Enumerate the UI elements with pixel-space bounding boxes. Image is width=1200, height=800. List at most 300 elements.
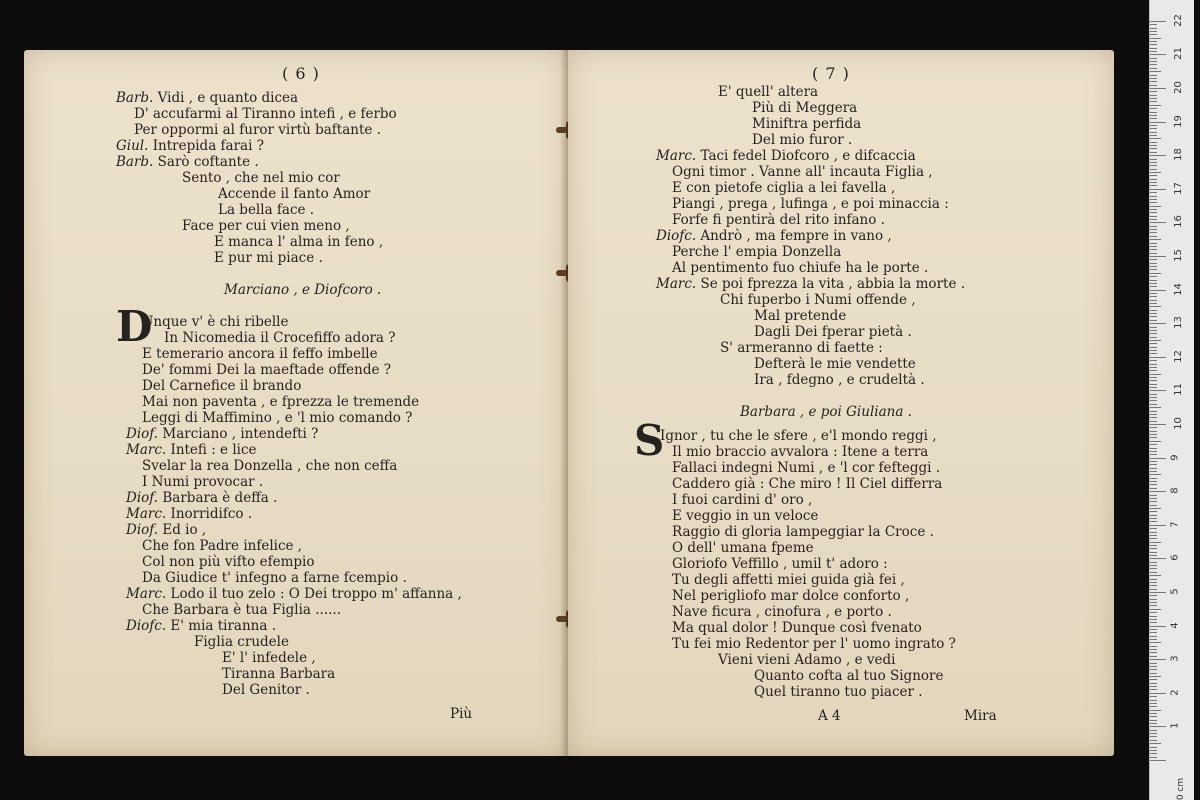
ruler-tick [1150, 122, 1166, 123]
ruler-number: 13 [1172, 316, 1184, 330]
ruler-tick [1150, 424, 1166, 425]
ruler-tick [1150, 370, 1157, 371]
verse-line [672, 460, 940, 476]
verse-text: Ira , fdegno , e crudeltà . [754, 372, 925, 388]
ruler-tick [1150, 706, 1157, 707]
verse-text: E manca l' alma in feno , [214, 234, 384, 250]
verse-line [218, 202, 314, 218]
verse-line [116, 154, 259, 170]
ruler-tick [1150, 347, 1157, 348]
ruler-tick [1150, 421, 1157, 422]
ruler-tick [1150, 542, 1161, 543]
verse-text: La bella face . [218, 202, 315, 218]
speaker-label: Diof. [126, 426, 159, 442]
ruler-tick [1150, 380, 1157, 381]
ruler-tick [1150, 266, 1157, 267]
speaker-label: Diof. [126, 490, 159, 506]
drop-cap: S [634, 416, 665, 465]
verse-line [214, 234, 383, 250]
ruler-tick [1150, 202, 1157, 203]
verse-text: D' accufarmi al Tiranno intefi , e ferbo [134, 106, 397, 122]
ruler-tick [1150, 71, 1161, 72]
ruler-tick [1150, 521, 1157, 522]
ruler-tick [1150, 390, 1166, 391]
ruler-tick [1150, 148, 1157, 149]
verse-text: Del Carnefice il brando [142, 378, 302, 394]
ruler-number: 18 [1172, 148, 1184, 162]
verse-text: Del Genitor . [222, 682, 310, 698]
ruler-tick [1150, 232, 1157, 233]
verse-line [660, 428, 937, 444]
verse-text: S' armeranno di faette : [720, 340, 883, 356]
ruler-tick [1150, 431, 1157, 432]
verse-line [752, 132, 852, 148]
verse-line [194, 634, 289, 650]
verse-line [754, 308, 846, 324]
ruler-tick [1150, 454, 1157, 455]
ruler-tick [1150, 579, 1157, 580]
verse-line [754, 324, 912, 340]
verse-line [672, 244, 841, 260]
ruler-tick [1150, 679, 1157, 680]
ruler-tick [1150, 505, 1157, 506]
ruler-number: 17 [1172, 181, 1184, 195]
ruler-unit: 0 cm [1176, 777, 1187, 800]
ruler-number: 11 [1172, 383, 1184, 397]
ruler-tick [1150, 216, 1157, 217]
ruler-tick [1150, 659, 1166, 660]
ruler-tick [1150, 209, 1157, 210]
ruler-tick [1150, 206, 1161, 207]
ruler-tick [1150, 444, 1157, 445]
verse-text: Che Barbara è tua Figlia ...... [142, 602, 341, 618]
ruler-tick [1150, 629, 1157, 630]
ruler-tick [1150, 669, 1157, 670]
ruler-tick [1150, 713, 1157, 714]
verse-line [142, 346, 378, 362]
ruler-tick [1150, 558, 1166, 559]
verse-line [126, 506, 252, 522]
verse-text: I fuoi cardini d' oro , [672, 492, 813, 508]
verse-line [656, 228, 892, 244]
verse-text: E pur mi piace . [214, 250, 323, 266]
ruler-number: 8 [1169, 487, 1181, 494]
ruler-tick [1150, 726, 1166, 727]
ruler-tick [1150, 609, 1161, 610]
ruler-tick [1150, 320, 1157, 321]
ruler-tick [1150, 703, 1157, 704]
ruler-tick [1150, 696, 1157, 697]
verse-line [754, 372, 925, 388]
ruler-number: 20 [1172, 81, 1184, 94]
verse-line [672, 556, 888, 572]
verse-line [142, 538, 302, 554]
ruler-number: 5 [1169, 588, 1181, 595]
verse-line [142, 378, 301, 394]
ruler-tick [1150, 612, 1157, 613]
verse-line [754, 684, 923, 700]
ruler-tick [1150, 323, 1166, 324]
speaker-label: Diofc. [656, 228, 697, 244]
ruler-tick [1150, 448, 1157, 449]
ruler-tick [1150, 686, 1157, 687]
verse-line [126, 490, 277, 506]
ruler-number: 3 [1169, 655, 1181, 662]
ruler-tick [1150, 182, 1157, 183]
ruler-tick [1150, 673, 1157, 674]
ruler-tick [1150, 528, 1157, 529]
ruler-tick [1150, 562, 1157, 563]
ruler-tick [1150, 619, 1157, 620]
verse-line [142, 314, 289, 330]
ruler-tick [1150, 293, 1157, 294]
verse-line [164, 330, 395, 346]
ruler-tick [1150, 95, 1157, 96]
ruler-tick [1150, 175, 1157, 176]
ruler-tick [1150, 132, 1157, 133]
verse-text: E' l' infedele , [222, 650, 316, 666]
ruler-tick [1150, 427, 1157, 428]
ruler-tick [1150, 179, 1157, 180]
verse-line [218, 186, 370, 202]
ruler-tick [1150, 229, 1157, 230]
ruler-tick [1150, 306, 1161, 307]
ruler-tick [1150, 508, 1161, 509]
ruler-tick [1150, 518, 1157, 519]
verse-text: Da Giudice t' infegno a farne fcempio . [142, 570, 407, 586]
verse-text: Sento , che nel mio cor [182, 170, 340, 186]
ruler-tick [1150, 333, 1157, 334]
ruler-tick [1150, 316, 1157, 317]
ruler-tick [1150, 41, 1157, 42]
ruler-tick [1150, 128, 1157, 129]
verse-text: Barbara è deffa . [162, 490, 278, 506]
ruler-tick [1150, 249, 1157, 250]
verse-line [720, 292, 916, 308]
verse-text: Andrò , ma fempre in vano , [700, 228, 892, 244]
ruler-tick [1150, 283, 1157, 284]
ruler-tick [1150, 666, 1157, 667]
measuring-ruler [1149, 0, 1194, 800]
verse-text: Nave ficura , cinofura , e porto . [672, 604, 892, 620]
ruler-number: 14 [1172, 282, 1184, 296]
verse-text: Intrepida farai ? [152, 138, 264, 154]
ruler-tick [1150, 700, 1157, 701]
speaker-label: Marc. [656, 276, 697, 292]
verse-line [752, 100, 857, 116]
verse-text: Perche l' empia Donzella [672, 244, 842, 260]
ruler-tick [1150, 165, 1157, 166]
ruler-tick [1150, 397, 1157, 398]
ruler-tick [1150, 535, 1157, 536]
ruler-tick [1150, 222, 1166, 223]
ruler-tick [1150, 330, 1157, 331]
ruler-tick [1150, 404, 1157, 405]
verse-line [126, 618, 276, 634]
verse-text: Tu degli affetti miei guida già fei , [672, 572, 905, 588]
ruler-tick [1150, 357, 1166, 358]
ruler-tick [1150, 256, 1166, 257]
ruler-tick [1150, 51, 1157, 52]
verse-line [142, 554, 314, 570]
ruler-tick [1150, 572, 1157, 573]
ruler-tick [1150, 88, 1166, 89]
ruler-tick [1150, 575, 1161, 576]
ruler-tick [1150, 219, 1157, 220]
ruler-tick [1150, 394, 1157, 395]
verse-line [222, 650, 316, 666]
ruler-tick [1150, 757, 1157, 758]
ruler-tick [1150, 441, 1161, 442]
verse-line [142, 602, 341, 618]
ruler-tick [1150, 169, 1157, 170]
verse-text: Face per cui vien meno , [182, 218, 350, 234]
verse-line [718, 652, 895, 668]
verse-text: Ed io , [162, 522, 207, 538]
ruler-number: 1 [1169, 722, 1181, 730]
ruler-tick [1150, 602, 1157, 603]
verse-text: Fallaci indegni Numi , e 'l cor fefteggi . [672, 460, 941, 476]
verse-line [116, 90, 298, 106]
ruler-tick [1150, 676, 1161, 677]
ruler-tick [1150, 236, 1157, 237]
ruler-tick [1150, 622, 1157, 623]
verse-line [672, 164, 933, 180]
speaker-label: Marc. [126, 506, 167, 522]
ruler-tick [1150, 582, 1157, 583]
ruler-tick [1150, 276, 1157, 277]
ruler-number: 12 [1172, 349, 1184, 363]
ruler-tick [1150, 374, 1161, 375]
ruler-tick [1150, 212, 1157, 213]
ruler-number: 2 [1169, 689, 1181, 696]
verse-text: Raggio di gloria lampeggiar la Croce . [672, 524, 934, 540]
verse-text: Miniftra perfida [752, 116, 862, 132]
verse-line [718, 84, 818, 100]
ruler-tick [1150, 75, 1157, 76]
ruler-number: 22 [1172, 13, 1184, 27]
speaker-label: Marc. [126, 586, 167, 602]
verse-line [126, 442, 257, 458]
verse-text: Forfe fi pentirà del rito infano . [672, 212, 885, 228]
page-number: ( 7 ) [812, 64, 850, 83]
verse-text: In Nicomedia il Crocefiffo adora ? [164, 330, 396, 346]
ruler-tick [1150, 101, 1157, 102]
ruler-tick [1150, 461, 1157, 462]
ruler-tick [1150, 488, 1157, 489]
right-page [568, 50, 1114, 756]
verse-line [656, 276, 965, 292]
ruler-tick [1150, 246, 1157, 247]
ruler-number: 10 [1172, 417, 1184, 430]
ruler-tick [1150, 632, 1157, 633]
ruler-tick [1150, 525, 1166, 526]
ruler-tick [1150, 733, 1157, 734]
ruler-tick [1150, 471, 1157, 472]
verse-text: Ignor , tu che le sfere , e'l mondo reggi , [660, 428, 937, 444]
ruler-tick [1150, 730, 1157, 731]
ruler-tick [1150, 642, 1161, 643]
ruler-tick [1150, 740, 1157, 741]
ruler-tick [1150, 34, 1157, 35]
ruler-tick [1150, 652, 1157, 653]
ruler-tick [1150, 152, 1157, 153]
verse-line [126, 426, 318, 442]
ruler-tick [1150, 458, 1166, 459]
ruler-tick [1150, 538, 1157, 539]
ruler-tick [1150, 693, 1166, 694]
ruler-tick [1150, 296, 1157, 297]
verse-line [126, 586, 462, 602]
ruler-tick [1150, 532, 1157, 533]
ruler-tick [1150, 723, 1157, 724]
ruler-tick [1150, 565, 1157, 566]
ruler-number: 6 [1169, 554, 1181, 562]
drop-cap: D [116, 302, 153, 351]
verse-line [752, 116, 861, 132]
verse-text: Vidi , e quanto dicea [157, 90, 299, 106]
speaker-label: Diofc. [126, 618, 167, 634]
verse-text: Nel perigliofo mar dolce conforto , [672, 588, 910, 604]
verse-line [134, 106, 397, 122]
scene-heading: Marciano , e Diofcoro . [224, 282, 382, 298]
verse-line [754, 356, 916, 372]
verse-line [142, 474, 263, 490]
verse-text: Vieni vieni Adamo , e vedi [718, 652, 896, 668]
ruler-tick [1150, 337, 1157, 338]
verse-text: Defterà le mie vendette [754, 356, 916, 372]
ruler-tick [1150, 48, 1157, 49]
verse-line [214, 250, 323, 266]
verse-line [182, 218, 350, 234]
ruler-tick [1150, 273, 1161, 274]
verse-text: Tu fei mio Redentor per l' uomo ingrato ? [672, 636, 956, 652]
verse-text: Tiranna Barbara [222, 666, 336, 682]
ruler-tick [1150, 585, 1157, 586]
ruler-tick [1150, 605, 1157, 606]
ruler-tick [1150, 192, 1157, 193]
verse-text: Se poi fprezza la vita , abbia la morte . [700, 276, 966, 292]
ruler-tick [1150, 495, 1157, 496]
ruler-tick [1150, 263, 1157, 264]
ruler-tick [1150, 135, 1157, 136]
verse-line [672, 588, 909, 604]
ruler-tick [1150, 44, 1157, 45]
ruler-tick [1150, 595, 1157, 596]
ruler-number: 15 [1172, 249, 1184, 262]
verse-text: E temerario ancora il feffo imbelle [142, 346, 378, 362]
verse-text: Col non più vifto efempio [142, 554, 315, 570]
ruler-tick [1150, 663, 1157, 664]
speaker-label: Barb. [116, 154, 154, 170]
verse-line [126, 522, 206, 538]
ruler-tick [1150, 286, 1157, 287]
verse-text: Ogni timor . Vanne all' incauta Figlia , [672, 164, 933, 180]
ruler-tick [1150, 639, 1157, 640]
ruler-tick [1150, 451, 1157, 452]
ruler-number: 21 [1172, 47, 1184, 61]
ruler-tick [1150, 31, 1157, 32]
verse-text: Mai non paventa , e fprezza le tremende [142, 394, 420, 410]
verse-text: Il mio braccio avvalora : Itene a terra [672, 444, 929, 460]
verse-line [672, 620, 922, 636]
ruler-tick [1150, 474, 1161, 475]
verse-text: Intefi : e lice [170, 442, 257, 458]
ruler-number: 19 [1172, 114, 1184, 128]
ruler-tick [1150, 81, 1157, 82]
verse-text: E con pietofe ciglia a lei favella , [672, 180, 896, 196]
verse-line [142, 458, 397, 474]
ruler-tick [1150, 411, 1157, 412]
ruler-tick [1150, 353, 1157, 354]
verse-line [222, 682, 310, 698]
ruler-tick [1150, 364, 1157, 365]
verse-text: Gloriofo Veffillo , umil t' adoro : [672, 556, 888, 572]
ruler-tick [1150, 125, 1157, 126]
ruler-tick [1150, 54, 1166, 55]
ruler-tick [1150, 656, 1157, 657]
ruler-number: 16 [1172, 215, 1184, 229]
ruler-tick [1150, 501, 1157, 502]
page-number: ( 6 ) [282, 64, 320, 83]
ruler-tick [1150, 196, 1157, 197]
ruler-number: 7 [1169, 521, 1181, 528]
ruler-tick [1150, 142, 1157, 143]
ruler-tick [1150, 64, 1157, 65]
verse-text: E veggio in un veloce [672, 508, 819, 524]
verse-text: Dagli Dei fperar pietà . [754, 324, 912, 340]
ruler-tick [1150, 716, 1157, 717]
ruler-tick [1150, 760, 1166, 761]
speaker-label: Diof. [126, 522, 159, 538]
verse-line [672, 476, 942, 492]
verse-line [672, 572, 905, 588]
verse-text: O dell' umana fpeme [672, 540, 814, 556]
ruler-tick [1150, 68, 1157, 69]
verse-line [672, 540, 814, 556]
ruler-tick [1150, 592, 1166, 593]
ruler-tick [1150, 511, 1157, 512]
verse-line [142, 410, 412, 426]
verse-text: Unque v' è chi ribelle [142, 314, 289, 330]
ruler-tick [1150, 568, 1157, 569]
ruler-tick [1150, 649, 1157, 650]
speaker-label: Barb. [116, 90, 154, 106]
verse-text: Mal pretende [754, 308, 847, 324]
verse-text: Che fon Padre infelice , [142, 538, 303, 554]
verse-line [672, 444, 928, 460]
ruler-tick [1150, 367, 1157, 368]
ruler-tick [1150, 377, 1157, 378]
verse-line [672, 604, 892, 620]
ruler-number: 4 [1169, 621, 1181, 629]
ruler-tick [1150, 683, 1157, 684]
verse-text: Piangi , prega , lufinga , e poi minaccia : [672, 196, 949, 212]
ruler-tick [1150, 58, 1157, 59]
verse-line [672, 636, 956, 652]
verse-text: Figlia crudele [194, 634, 289, 650]
scene-heading: Barbara , e poi Giuliana . [740, 404, 912, 420]
verse-text: Più di Meggera [752, 100, 858, 116]
ruler-tick [1150, 555, 1157, 556]
ruler-tick [1150, 118, 1157, 119]
ruler-tick [1150, 689, 1157, 690]
ruler-tick [1150, 552, 1157, 553]
verse-text: Quel tiranno tuo piacer . [754, 684, 923, 700]
speaker-label: Marc. [126, 442, 167, 458]
ruler-tick [1150, 548, 1157, 549]
ruler-tick [1150, 515, 1157, 516]
